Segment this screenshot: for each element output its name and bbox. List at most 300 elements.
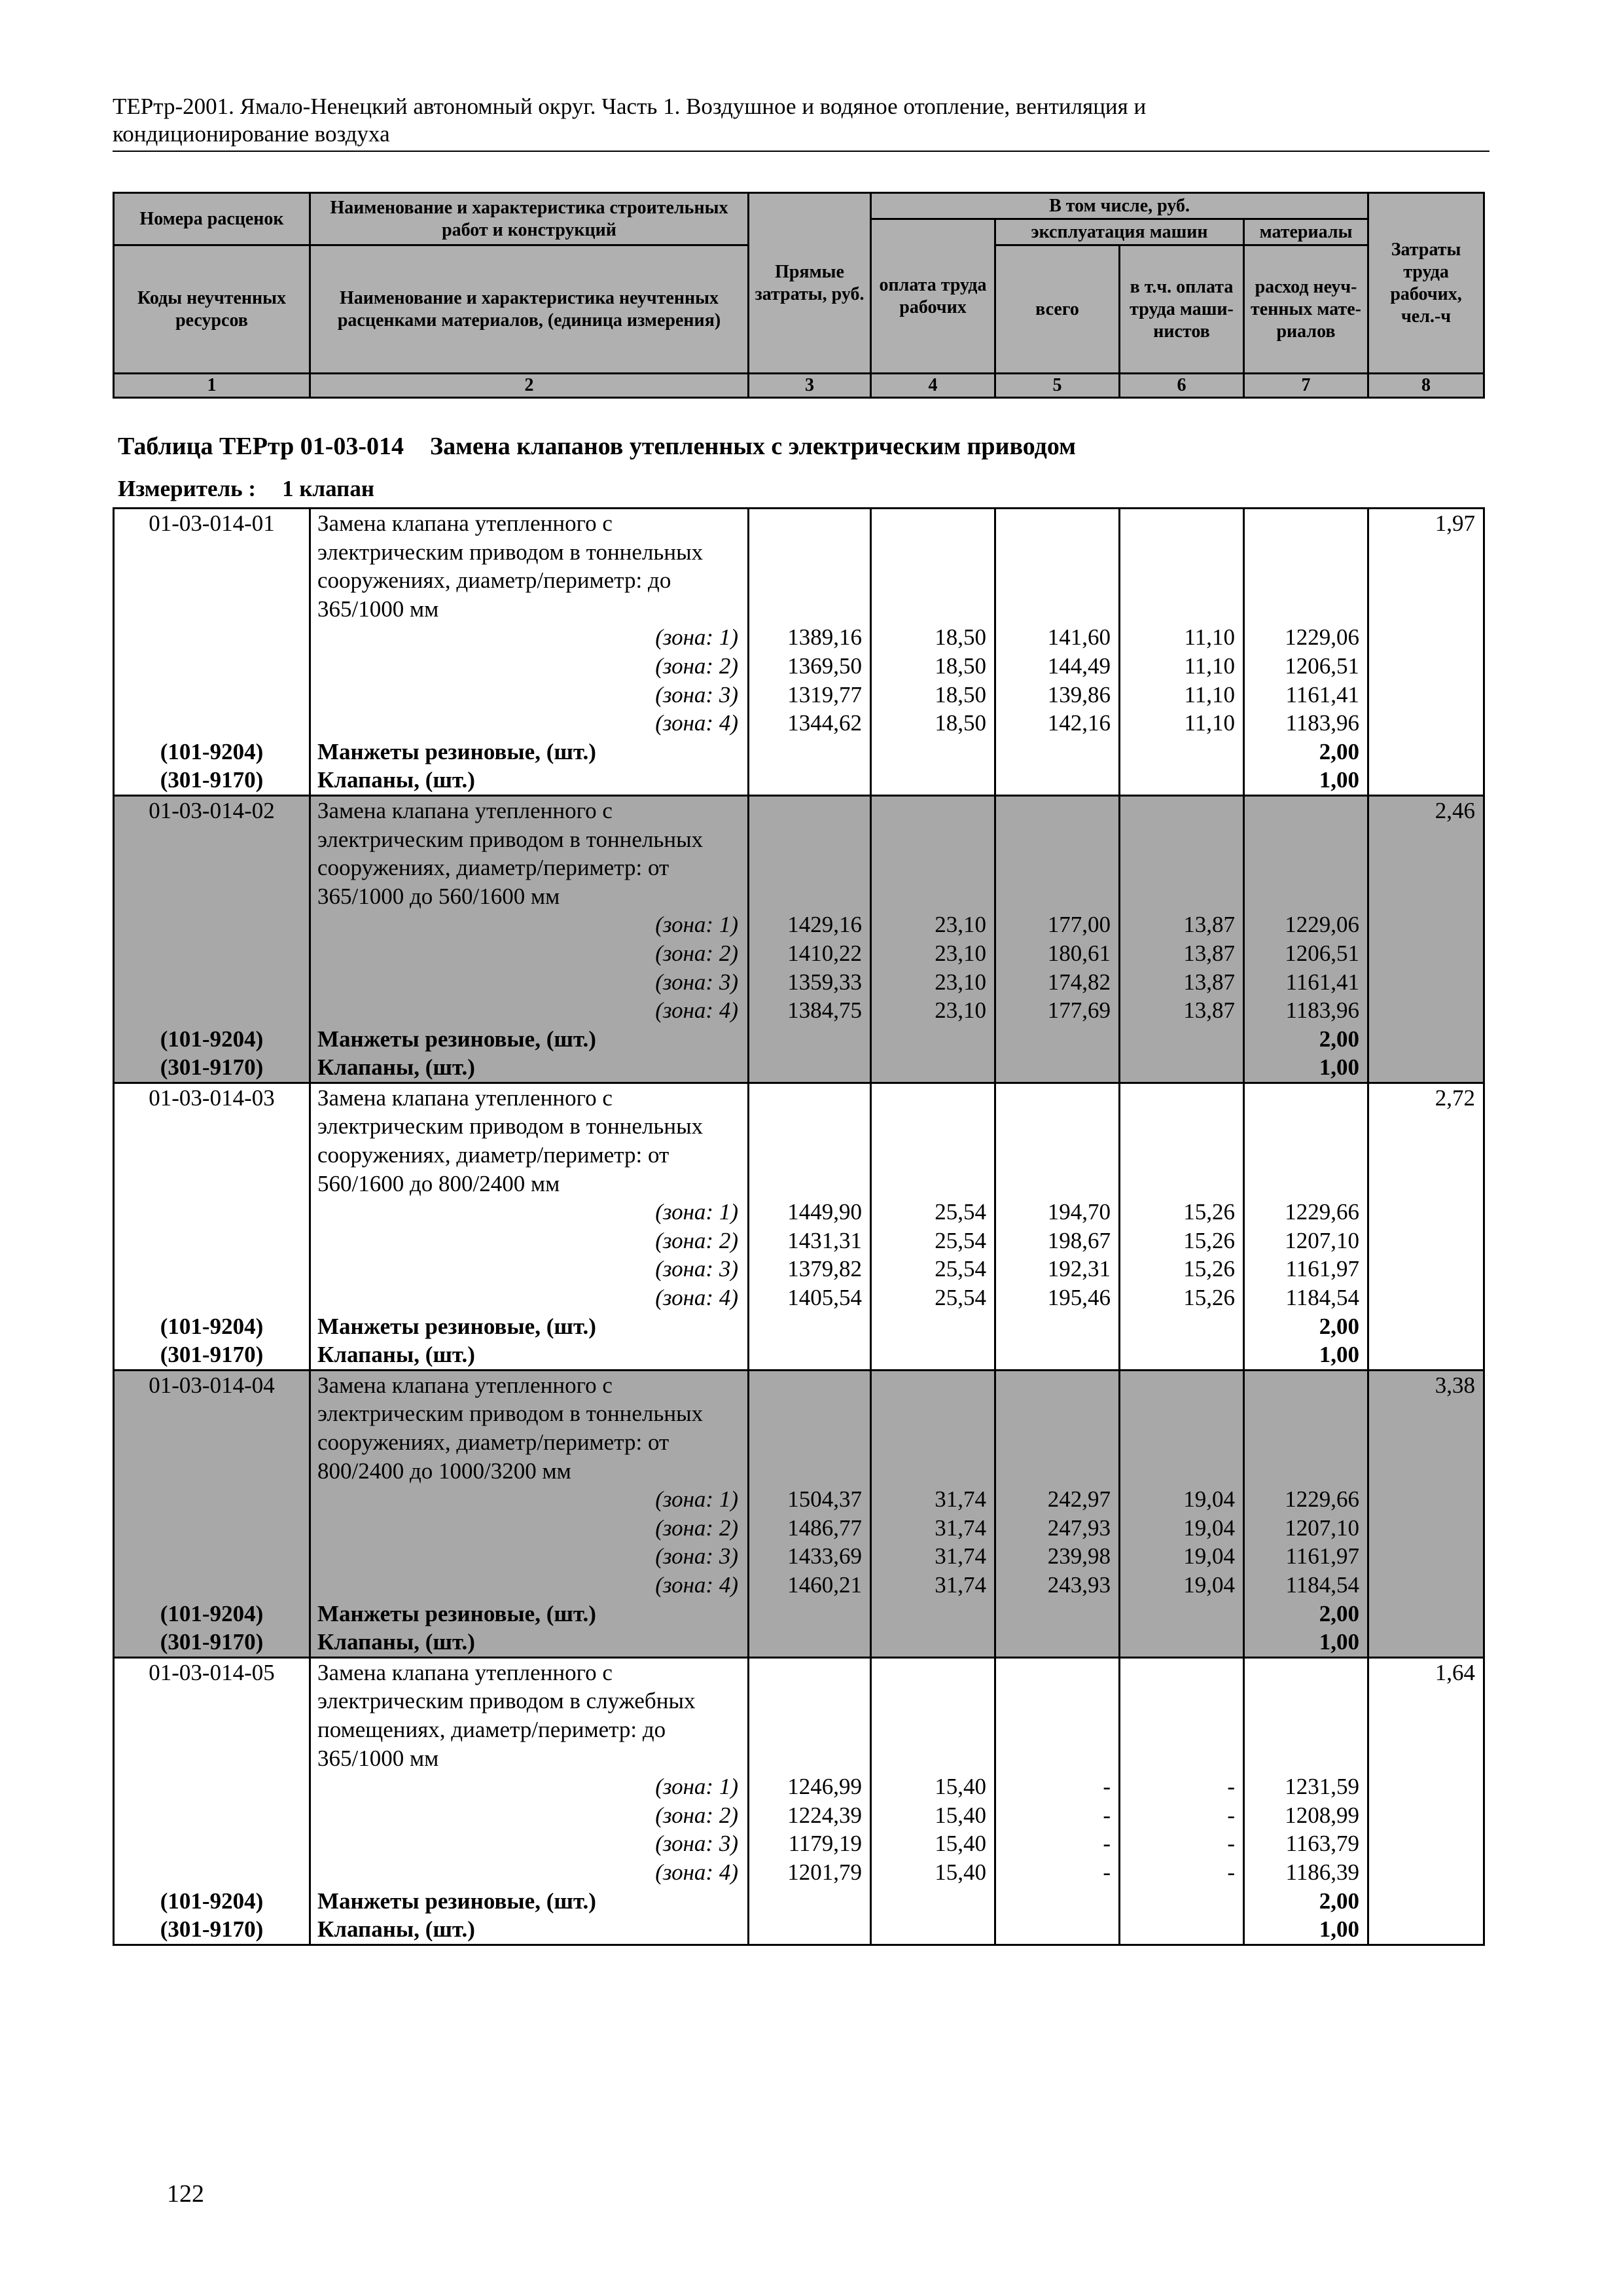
spacer — [996, 1170, 1118, 1198]
zone-value-op: 19,04 — [1183, 1571, 1235, 1598]
zone-value-mat: 1186,39 — [1285, 1859, 1359, 1885]
resource-code: (101-9204) — [160, 738, 264, 764]
page-header — [113, 93, 1489, 152]
zone-value-op: 19,04 — [1183, 1515, 1235, 1541]
zone-value-mat: 1183,96 — [1285, 710, 1359, 736]
resource-name: Клапаны, (шт.) — [317, 1342, 475, 1368]
zone-value-op: - — [1227, 1859, 1235, 1885]
spacer — [749, 1687, 870, 1715]
value-cell-mat — [1244, 1657, 1368, 1945]
spacer — [115, 1428, 309, 1457]
spacer — [749, 1428, 870, 1457]
value-cell-mach — [995, 795, 1120, 1083]
zone-value-mach: 195,46 — [1047, 1285, 1111, 1311]
zone-value-mach: 180,61 — [1047, 940, 1111, 966]
spacer — [1245, 1428, 1367, 1457]
zone-value-pay: 18,50 — [935, 681, 986, 708]
spacer — [115, 709, 309, 738]
zone-value-direct: 1179,19 — [788, 1831, 862, 1857]
rate-item-row — [114, 1083, 1484, 1370]
spacer — [115, 939, 309, 968]
zone-value-mat: 1229,06 — [1285, 912, 1359, 938]
spacer — [115, 1542, 309, 1571]
spacer — [996, 1687, 1118, 1715]
spacer — [996, 1457, 1118, 1486]
zone-value-direct: 1344,62 — [787, 710, 862, 736]
zone-value-pay: 18,50 — [935, 624, 986, 651]
description-line: сооружениях, диаметр/периметр: от — [317, 1429, 669, 1455]
value-cell-mach — [995, 1083, 1120, 1370]
resource-quantity: 1,00 — [1319, 1916, 1359, 1943]
zone-value-op: - — [1227, 1831, 1235, 1857]
spacer — [872, 595, 994, 624]
resource-name: Клапаны, (шт.) — [317, 1916, 475, 1943]
zone-value-op: 13,87 — [1183, 940, 1235, 966]
description-line: сооружениях, диаметр/периметр: от — [317, 1142, 669, 1168]
spacer — [749, 1744, 870, 1773]
value-cell-mat — [1244, 1083, 1368, 1370]
rate-code: 01-03-014-04 — [149, 1372, 275, 1398]
labor-cell — [1368, 509, 1484, 796]
spacer — [872, 1659, 994, 1687]
col-workers-pay-header: оплата труда рабочих — [871, 219, 995, 374]
spacer — [872, 1687, 994, 1715]
zone-value-mat: 1184,54 — [1285, 1285, 1359, 1311]
value-cell-mat — [1244, 795, 1368, 1083]
zone-label: (зона: 1) — [655, 1774, 738, 1800]
resource-code: (101-9204) — [160, 1026, 264, 1052]
zone-value-mat: 1163,79 — [1285, 1831, 1359, 1857]
resource-code: (301-9170) — [160, 1629, 264, 1655]
spacer — [115, 853, 309, 882]
zone-value-mach: 177,00 — [1047, 912, 1111, 938]
zone-value-mat: 1161,41 — [1285, 969, 1359, 995]
zone-value-mach: - — [1103, 1774, 1111, 1800]
zone-value-mat: 1183,96 — [1285, 997, 1359, 1024]
spacer — [1120, 825, 1243, 854]
col-number: 5 — [995, 374, 1120, 398]
zone-value-mach: 198,67 — [1047, 1227, 1111, 1253]
resource-code: (301-9170) — [160, 767, 264, 793]
zone-value-mach: - — [1103, 1802, 1111, 1828]
zone-value-mat: 1229,66 — [1285, 1486, 1359, 1513]
spacer — [115, 1399, 309, 1428]
zone-value-mach: 239,98 — [1047, 1543, 1111, 1570]
spacer — [1120, 1399, 1243, 1428]
zone-value-direct: 1486,77 — [787, 1515, 862, 1541]
zone-value-op: 11,10 — [1184, 681, 1235, 708]
value-cell-pay — [871, 1657, 995, 1945]
zone-value-mach: 142,16 — [1047, 710, 1111, 736]
zone-value-pay: 23,10 — [935, 997, 986, 1024]
zone-value-pay: 15,40 — [935, 1859, 986, 1885]
spacer — [1245, 1084, 1367, 1113]
spacer — [1245, 1371, 1367, 1400]
col-number: 6 — [1120, 374, 1244, 398]
rate-description-cell — [310, 1370, 749, 1657]
zone-value-pay: 25,54 — [935, 1227, 986, 1253]
spacer — [872, 1428, 994, 1457]
spacer — [115, 1170, 309, 1198]
spacer — [115, 652, 309, 681]
spacer — [1245, 595, 1367, 624]
spacer — [749, 1659, 870, 1687]
resource-quantity: 1,00 — [1319, 1629, 1359, 1655]
zone-label: (зона: 4) — [655, 997, 738, 1024]
resource-code: (301-9170) — [160, 1054, 264, 1081]
zone-value-op: - — [1227, 1802, 1235, 1828]
zone-value-mach: 139,86 — [1047, 681, 1111, 708]
spacer — [749, 1084, 870, 1113]
spacer — [1245, 1399, 1367, 1428]
page-number: 122 — [167, 2180, 204, 2208]
spacer — [1245, 1687, 1367, 1715]
zone-label: (зона: 4) — [655, 1859, 738, 1885]
resource-quantity: 1,00 — [1319, 767, 1359, 793]
zone-value-direct: 1433,69 — [787, 1543, 862, 1570]
col-material-name-header: Наименование и характеристика неучтенных расценками материалов, (единица измерения) — [310, 245, 749, 374]
spacer — [872, 1371, 994, 1400]
spacer — [115, 1772, 309, 1801]
spacer — [749, 1715, 870, 1744]
zone-value-mach: 194,70 — [1047, 1199, 1111, 1225]
rate-description-cell — [310, 795, 749, 1083]
zone-label: (зона: 4) — [655, 1285, 738, 1311]
col-number: 4 — [871, 374, 995, 398]
zone-value-pay: 25,54 — [935, 1285, 986, 1311]
spacer — [872, 1141, 994, 1170]
zone-value-mat: 1207,10 — [1285, 1227, 1359, 1253]
resource-name: Клапаны, (шт.) — [317, 767, 475, 793]
col-labor-header: Затраты труда рабочих, чел.-ч — [1368, 193, 1484, 374]
col-rate-numbers-header: Номера расценок — [114, 193, 310, 245]
zone-value-pay: 25,54 — [935, 1199, 986, 1225]
spacer — [115, 595, 309, 624]
zone-value-mach: - — [1103, 1859, 1111, 1885]
labor-value: 2,72 — [1435, 1085, 1475, 1111]
description-line: Замена клапана утепленного с — [317, 511, 613, 536]
value-cell-pay — [871, 509, 995, 796]
zone-label: (зона: 2) — [655, 940, 738, 966]
spacer — [1245, 1744, 1367, 1773]
zone-value-mat: 1161,97 — [1285, 1256, 1359, 1282]
resource-quantity: 2,00 — [1319, 1888, 1359, 1914]
spacer — [996, 1659, 1118, 1687]
measure-unit — [118, 476, 374, 502]
zone-label: (зона: 2) — [655, 1515, 738, 1541]
value-cell-direct — [749, 795, 871, 1083]
spacer — [872, 1744, 994, 1773]
spacer — [996, 1428, 1118, 1457]
description-line: 365/1000 мм — [317, 1745, 439, 1771]
value-cell-op — [1120, 1657, 1244, 1945]
zone-value-mach: 243,93 — [1047, 1571, 1111, 1598]
value-cell-mat — [1244, 1370, 1368, 1657]
resource-code: (301-9170) — [160, 1342, 264, 1368]
spacer — [996, 797, 1118, 825]
resource-name: Манжеты резиновые, (шт.) — [317, 1026, 596, 1052]
spacer — [1120, 853, 1243, 882]
rate-item-row — [114, 1370, 1484, 1657]
zone-value-op: 15,26 — [1183, 1199, 1235, 1225]
zone-value-direct: 1449,90 — [787, 1199, 862, 1225]
zone-value-pay: 23,10 — [935, 969, 986, 995]
description-line: Замена клапана утепленного с — [317, 1085, 613, 1111]
zone-label: (зона: 3) — [655, 969, 738, 995]
spacer — [872, 1457, 994, 1486]
rate-code: 01-03-014-01 — [149, 511, 275, 536]
spacer — [1120, 1084, 1243, 1113]
description-line: электрическим приводом в тоннельных — [317, 1401, 704, 1427]
zone-value-direct: 1431,31 — [787, 1227, 862, 1253]
spacer — [115, 1457, 309, 1486]
rate-item-row — [114, 509, 1484, 796]
labor-value: 3,38 — [1435, 1372, 1475, 1398]
zone-value-pay: 31,74 — [935, 1515, 986, 1541]
zone-value-op: 13,87 — [1183, 969, 1235, 995]
labor-value: 2,46 — [1435, 797, 1475, 823]
col-direct-costs-header: Прямые затраты, руб. — [749, 193, 871, 374]
machines-header: эксплуатация машин — [995, 219, 1244, 245]
spacer — [115, 882, 309, 911]
rate-description-cell — [310, 1657, 749, 1945]
spacer — [1245, 566, 1367, 595]
spacer — [1120, 1112, 1243, 1141]
spacer — [1120, 1170, 1243, 1198]
spacer — [115, 1112, 309, 1141]
zone-value-mach: 174,82 — [1047, 969, 1111, 995]
zone-label: (зона: 3) — [655, 681, 738, 708]
column-numbers-row — [114, 374, 1484, 398]
spacer — [996, 1399, 1118, 1428]
spacer — [872, 566, 994, 595]
value-cell-direct — [749, 1370, 871, 1657]
description-line: электрическим приводом в тоннельных — [317, 539, 704, 565]
description-line: 800/2400 до 1000/3200 мм — [317, 1458, 571, 1484]
spacer — [115, 910, 309, 939]
spacer — [749, 882, 870, 911]
spacer — [1245, 1659, 1367, 1687]
zone-label: (зона: 4) — [655, 1571, 738, 1598]
zone-value-op: 15,26 — [1183, 1256, 1235, 1282]
zone-value-op: 19,04 — [1183, 1486, 1235, 1513]
resource-quantity: 1,00 — [1319, 1054, 1359, 1081]
col-number: 1 — [114, 374, 310, 398]
zone-value-pay: 15,40 — [935, 1802, 986, 1828]
description-line: электрическим приводом в служебных — [317, 1688, 696, 1714]
spacer — [1245, 1715, 1367, 1744]
value-cell-mach — [995, 1657, 1120, 1945]
spacer — [115, 566, 309, 595]
spacer — [1120, 1715, 1243, 1744]
value-cell-op — [1120, 509, 1244, 796]
spacer — [1120, 595, 1243, 624]
spacer — [115, 1744, 309, 1773]
spacer — [749, 1170, 870, 1198]
resource-quantity: 2,00 — [1319, 1600, 1359, 1626]
resource-code: (101-9204) — [160, 1600, 264, 1626]
zone-value-mach: 144,49 — [1047, 653, 1111, 679]
header-line-1: ТЕРтр-2001. Ямало-Ненецкий автономный округ. Часть 1. Воздушное и водяное отопление, вентиляция и — [113, 94, 1147, 119]
spacer — [1245, 853, 1367, 882]
spacer — [1245, 882, 1367, 911]
description-line: 365/1000 мм — [317, 596, 439, 622]
spacer — [872, 882, 994, 911]
zone-value-mat: 1229,06 — [1285, 624, 1359, 651]
spacer — [749, 566, 870, 595]
spacer — [115, 1829, 309, 1858]
spacer — [996, 825, 1118, 854]
zone-value-mach: 242,97 — [1047, 1486, 1111, 1513]
resource-code: (101-9204) — [160, 1888, 264, 1914]
spacer — [115, 1571, 309, 1600]
zone-value-pay: 18,50 — [935, 653, 986, 679]
rate-code-cell — [114, 509, 310, 796]
rate-code-cell — [114, 1370, 310, 1657]
description-line: сооружениях, диаметр/периметр: до — [317, 567, 671, 594]
zone-value-pay: 25,54 — [935, 1256, 986, 1282]
value-cell-op — [1120, 1370, 1244, 1657]
zone-label: (зона: 1) — [655, 912, 738, 938]
zone-value-mach: 141,60 — [1047, 624, 1111, 651]
zone-label: (зона: 3) — [655, 1256, 738, 1282]
zone-value-direct: 1410,22 — [787, 940, 862, 966]
spacer — [115, 1801, 309, 1830]
spacer — [115, 681, 309, 709]
col-resource-codes-header: Коды неучтенных ресурсов — [114, 245, 310, 374]
zone-value-pay: 31,74 — [935, 1571, 986, 1598]
rate-code: 01-03-014-02 — [149, 797, 275, 823]
zone-label: (зона: 3) — [655, 1831, 738, 1857]
value-cell-pay — [871, 1370, 995, 1657]
zone-value-pay: 23,10 — [935, 912, 986, 938]
labor-value: 1,64 — [1435, 1659, 1475, 1685]
spacer — [1245, 1141, 1367, 1170]
spacer — [872, 538, 994, 567]
spacer — [115, 538, 309, 567]
spacer — [872, 825, 994, 854]
col-work-name-header: Наименование и характеристика строительных работ и конструкций — [310, 193, 749, 245]
zone-value-mat: 1208,99 — [1285, 1802, 1359, 1828]
spacer — [115, 968, 309, 997]
spacer — [872, 853, 994, 882]
labor-cell — [1368, 1657, 1484, 1945]
spacer — [115, 1198, 309, 1227]
incl-header: В том числе, руб. — [871, 193, 1368, 219]
resource-code: (101-9204) — [160, 1313, 264, 1339]
spacer — [115, 1687, 309, 1715]
zone-value-mach: 177,69 — [1047, 997, 1111, 1024]
zone-value-pay: 31,74 — [935, 1543, 986, 1570]
table-title — [118, 432, 1076, 461]
zone-label: (зона: 1) — [655, 624, 738, 651]
spacer — [1120, 538, 1243, 567]
spacer — [872, 1084, 994, 1113]
spacer — [749, 1371, 870, 1400]
value-cell-pay — [871, 795, 995, 1083]
spacer — [115, 1485, 309, 1514]
rate-description-cell — [310, 1083, 749, 1370]
value-cell-pay — [871, 1083, 995, 1370]
spacer — [1245, 509, 1367, 538]
resource-name: Клапаны, (шт.) — [317, 1054, 475, 1081]
spacer — [1245, 1170, 1367, 1198]
zone-value-direct: 1359,33 — [787, 969, 862, 995]
spacer — [1120, 1687, 1243, 1715]
spacer — [1120, 509, 1243, 538]
spacer — [749, 1399, 870, 1428]
description-line: Замена клапана утепленного с — [317, 797, 613, 823]
zone-value-op: 19,04 — [1183, 1543, 1235, 1570]
zone-value-op: - — [1227, 1774, 1235, 1800]
labor-cell — [1368, 1370, 1484, 1657]
zone-value-direct: 1246,99 — [787, 1774, 862, 1800]
value-cell-direct — [749, 1657, 871, 1945]
rate-code-cell — [114, 1657, 310, 1945]
spacer — [996, 1744, 1118, 1773]
spacer — [1120, 1457, 1243, 1486]
value-cell-mach — [995, 1370, 1120, 1657]
spacer — [996, 882, 1118, 911]
spacer — [1120, 1141, 1243, 1170]
zone-value-mat: 1206,51 — [1285, 940, 1359, 966]
labor-value: 1,97 — [1435, 511, 1475, 536]
spacer — [872, 797, 994, 825]
zone-value-pay: 18,50 — [935, 710, 986, 736]
zone-value-pay: 15,40 — [935, 1774, 986, 1800]
spacer — [1245, 1457, 1367, 1486]
zone-value-direct: 1319,77 — [787, 681, 862, 708]
resource-name: Манжеты резиновые, (шт.) — [317, 1313, 596, 1339]
spacer — [1120, 1371, 1243, 1400]
zone-value-direct: 1379,82 — [787, 1256, 862, 1282]
zone-value-mat: 1231,59 — [1285, 1774, 1359, 1800]
spacer — [115, 1283, 309, 1312]
rate-description-cell — [310, 509, 749, 796]
spacer — [115, 1858, 309, 1887]
zone-value-op: 11,10 — [1184, 624, 1235, 651]
rate-code-cell — [114, 1083, 310, 1370]
zone-label: (зона: 2) — [655, 1802, 738, 1828]
col-operators-pay-header: в т.ч. оплата труда маши-нистов — [1120, 245, 1244, 374]
resource-name: Клапаны, (шт.) — [317, 1629, 475, 1655]
rate-item-row — [114, 795, 1484, 1083]
resource-quantity: 2,00 — [1319, 738, 1359, 764]
spacer — [1120, 1659, 1243, 1687]
table-name: Замена клапанов утепленных с электрическим приводом — [430, 433, 1077, 460]
description-line: сооружениях, диаметр/периметр: от — [317, 855, 669, 881]
spacer — [1245, 825, 1367, 854]
zone-value-mach: 192,31 — [1047, 1256, 1111, 1282]
zone-label: (зона: 1) — [655, 1199, 738, 1225]
zone-value-op: 11,10 — [1184, 653, 1235, 679]
zone-value-direct: 1405,54 — [787, 1285, 862, 1311]
rate-code: 01-03-014-03 — [149, 1085, 275, 1111]
spacer — [1120, 1744, 1243, 1773]
resource-code: (301-9170) — [160, 1916, 264, 1943]
spacer — [115, 1514, 309, 1543]
resource-name: Манжеты резиновые, (шт.) — [317, 1600, 596, 1626]
zone-label: (зона: 3) — [655, 1543, 738, 1570]
zone-value-mat: 1184,54 — [1285, 1571, 1359, 1598]
zone-value-op: 15,26 — [1183, 1285, 1235, 1311]
spacer — [1120, 882, 1243, 911]
spacer — [115, 1255, 309, 1283]
header-line-2: кондиционирование воздуха — [113, 121, 390, 147]
spacer — [996, 566, 1118, 595]
spacer — [872, 509, 994, 538]
spacer — [996, 1715, 1118, 1744]
